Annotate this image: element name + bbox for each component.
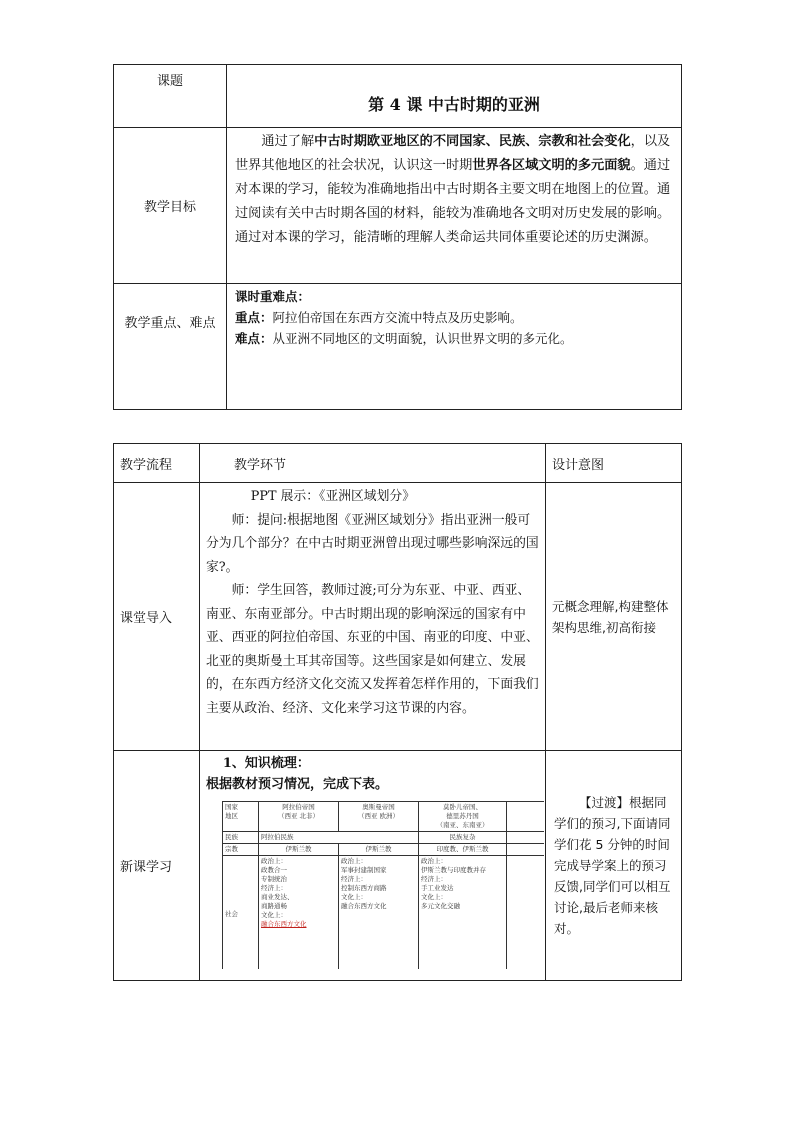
objectives-content-cell bbox=[227, 128, 682, 284]
keypoints-content-cell bbox=[227, 284, 682, 410]
preview-col-region: 国家 地区 bbox=[223, 802, 259, 832]
objectives-text: 通过了解中古时期欧亚地区的不同国家、民族、宗教和社会变化，以及世界其他地区的社会状况，认识这一时期世界各区域文明的多元面貌。通过对本课的学习，能较为准确地指出中古时期各主要文明在地图上的位置。通过阅读有关中古时期各国的材料，能较为准确地各文明对历史发展的影响。通过对本课的学习，能清晰的理解人类命运共同体重要论述的历史渊源。 bbox=[235, 134, 671, 245]
preview-shehui-1: 政治上： 政教合一 专制统治 经济上： 商业发达、 商路通畅 文化上： 融合东西方文化 bbox=[259, 856, 339, 970]
intro-intent: 元概念理解,构建整体架构思维,初高衔接 bbox=[552, 598, 669, 635]
header-flow-cell bbox=[114, 444, 200, 483]
intro-intent-cell bbox=[546, 483, 682, 751]
header-step-cell bbox=[200, 444, 546, 483]
header-flow: 教学流程 bbox=[120, 457, 173, 473]
preview-zongjiao-2: 伊斯兰教 bbox=[339, 844, 419, 856]
header-step: 教学环节 bbox=[234, 457, 287, 473]
new-intent-cell bbox=[546, 751, 682, 981]
topic-label: 课题 bbox=[156, 74, 183, 89]
keypoints-label-cell bbox=[114, 284, 227, 410]
teaching-process-table bbox=[113, 443, 682, 981]
intro-teacher-question: 师：提问:根据地图《亚洲区域划分》指出亚洲一般可分为几个部分？在中古时期亚洲曾出现过哪些影响深远的国家?。 bbox=[206, 512, 539, 575]
header-intent-cell bbox=[546, 444, 682, 483]
preview-col-extra bbox=[507, 802, 545, 832]
preview-col-arab: 阿拉伯帝国 （西亚 北非） bbox=[259, 802, 339, 832]
topic-title-cell bbox=[227, 65, 682, 128]
preview-col-mughal: 莫卧儿帝国、 德里苏丹国 （南亚、东南亚） bbox=[419, 802, 507, 832]
topic-label-cell bbox=[114, 65, 227, 128]
preview-minzu-1: 阿拉伯民族 bbox=[259, 832, 419, 844]
keypoints-heading: 课时重难点： bbox=[235, 289, 311, 304]
knowledge-heading: 1、知识梳理： bbox=[222, 756, 310, 771]
new-lesson-label: 新课学习 bbox=[120, 860, 173, 875]
new-content-cell bbox=[200, 751, 546, 981]
intro-content-cell bbox=[200, 483, 546, 751]
keypoints-label: 教学重点、难点 bbox=[124, 316, 216, 331]
preview-table-image bbox=[222, 801, 544, 969]
preview-zongjiao-3: 印度教、伊斯兰教 bbox=[419, 844, 507, 856]
objectives-label: 教学目标 bbox=[143, 200, 196, 215]
preview-col-ottoman: 奥斯曼帝国 （西亚 欧洲） bbox=[339, 802, 419, 832]
intro-ppt-line: PPT 展示：《亚洲区域划分》 bbox=[250, 489, 415, 504]
intro-label-cell bbox=[114, 483, 200, 751]
key-point: 重点：阿拉伯帝国在东西方交流中特点及历史影响。 bbox=[235, 310, 523, 325]
new-intent: 【过渡】根据同学们的预习,下面请同学们花 5 分钟的时间完成导学案上的预习反馈,同学们可以相互讨论,最后老师来核对。 bbox=[554, 795, 671, 936]
preview-shehui-3: 政治上： 伊斯兰教与印度教并存 经济上： 手工业发达 文化上： 多元文化交融 bbox=[419, 856, 507, 970]
objectives-label-cell bbox=[114, 128, 227, 284]
knowledge-instruction: 根据教材预习情况，完成下表。 bbox=[206, 777, 389, 792]
difficult-point: 难点：从亚洲不同地区的文明面貌，认识世界文明的多元化。 bbox=[235, 331, 573, 346]
preview-zongjiao-1: 伊斯兰教 bbox=[259, 844, 339, 856]
lesson-title: 第 4 课 中古时期的亚洲 bbox=[368, 95, 540, 114]
preview-table bbox=[222, 801, 544, 969]
intro-teacher-transition: 师：学生回答，教师过渡;可分为东亚、中亚、西亚、南亚、东南亚部分。中古时期出现的影响深远的国家有中亚、西亚的阿拉伯帝国、东亚的中国、南亚的印度、中亚、北亚的奥斯曼土耳其帝国等。这些国家是如何建立、发展的，在东西方经济文化交流又发挥着怎样作用的，下面我们主要从政治、经济、文化来学习这节课的内容。 bbox=[206, 583, 539, 716]
lesson-info-table bbox=[113, 64, 682, 410]
intro-label: 课堂导入 bbox=[120, 611, 173, 626]
new-label-cell bbox=[114, 751, 200, 981]
header-intent: 设计意图 bbox=[552, 457, 605, 473]
preview-row-shehui: 社会 bbox=[223, 856, 259, 970]
preview-row-zongjiao: 宗教 bbox=[223, 844, 259, 856]
preview-row-minzu: 民族 bbox=[223, 832, 259, 844]
preview-minzu-3: 民族复杂 bbox=[419, 832, 507, 844]
preview-shehui-2: 政治上： 军事封建制国家 经济上： 控制东西方商路 文化上： 融合东西方文化 bbox=[339, 856, 419, 970]
